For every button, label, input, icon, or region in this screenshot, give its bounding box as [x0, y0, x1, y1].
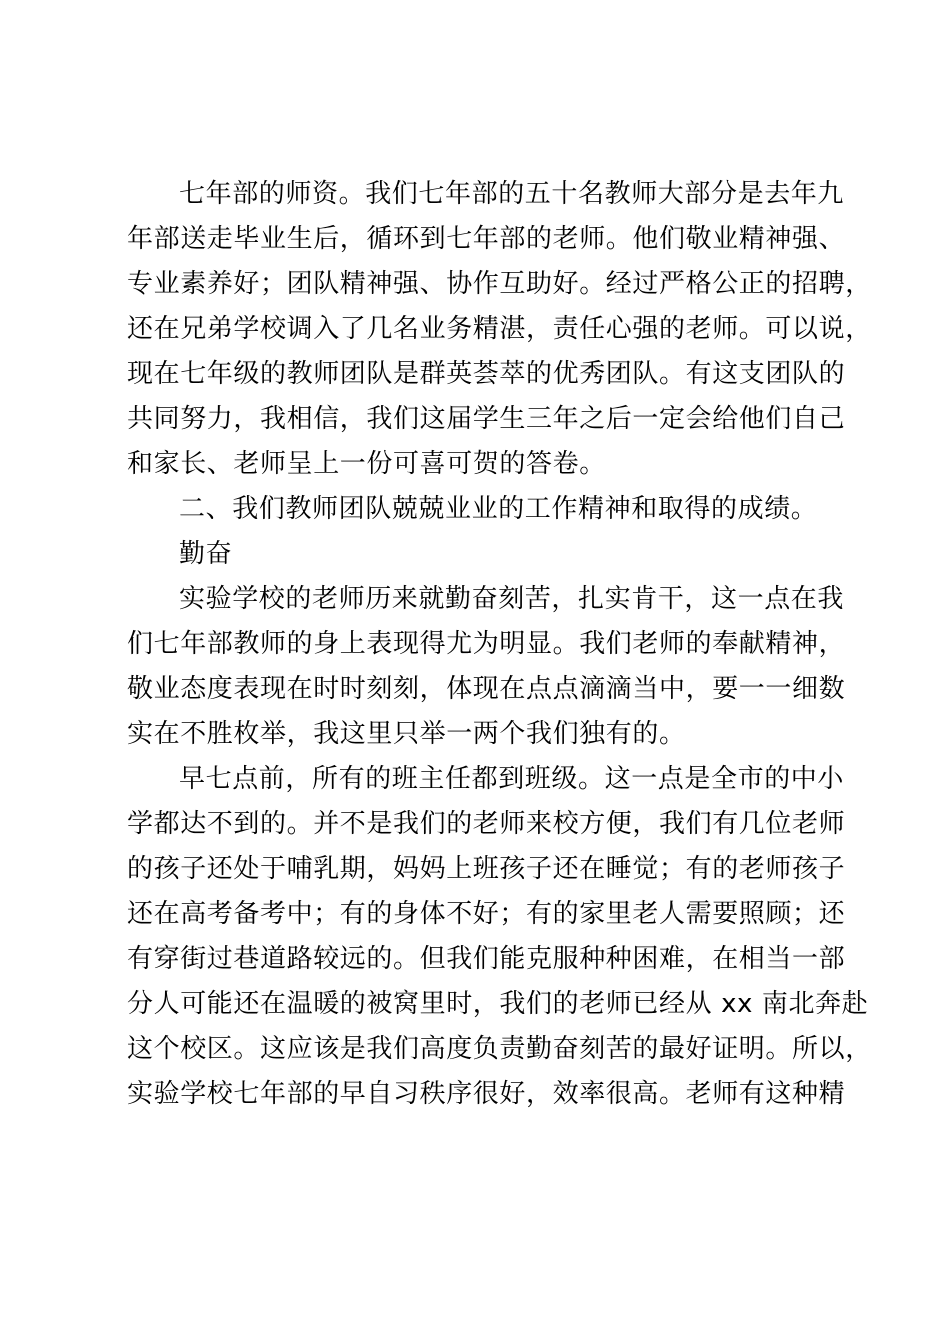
paragraph-line: 和家长、老师呈上一份可喜可贺的答卷。: [127, 449, 606, 479]
paragraph-line: 早七点前，所有的班主任都到班级。这一点是全市的中小: [179, 764, 845, 794]
paragraph-line: 还在兄弟学校调入了几名业务精湛，责任心强的老师。可以说，: [127, 314, 872, 344]
paragraph-line: 的孩子还处于哺乳期，妈妈上班孩子还在睡觉；有的老师孩子: [127, 854, 846, 884]
paragraph-line: 现在七年级的教师团队是群英荟萃的优秀团队。有这支团队的: [127, 359, 846, 389]
section-heading: 二、我们教师团队兢兢业业的工作精神和取得的成绩。: [179, 494, 818, 524]
paragraph-line: 敬业态度表现在时时刻刻，体现在点点滴滴当中，要一一细数: [127, 674, 846, 704]
paragraph-line: 实验学校的老师历来就勤奋刻苦，扎实肯干，这一点在我: [179, 584, 845, 614]
paragraph-line: 共同努力，我相信，我们这届学生三年之后一定会给他们自己: [127, 404, 846, 434]
paragraph-line: 这个校区。这应该是我们高度负责勤奋刻苦的最好证明。所以，: [127, 1034, 872, 1064]
paragraph-line: 们七年部教师的身上表现得尤为明显。我们老师的奉献精神，: [127, 629, 846, 659]
sub-heading: 勤奋: [179, 539, 233, 569]
paragraph-line: 专业素养好；团队精神强、协作互助好。经过严格公正的招聘，: [127, 269, 872, 299]
paragraph-line: 有穿街过巷道路较远的。但我们能克服种种困难，在相当一部: [127, 944, 846, 974]
paragraph-line: 学都达不到的。并不是我们的老师来校方便，我们有几位老师: [127, 809, 846, 839]
paragraph-line: 实验学校七年部的早自习秩序很好，效率很高。老师有这种精: [127, 1079, 846, 1109]
paragraph-line: 实在不胜枚举，我这里只举一两个我们独有的。: [127, 719, 686, 749]
paragraph-line: 还在高考备考中；有的身体不好；有的家里老人需要照顾；还: [127, 899, 846, 929]
paragraph-line: 年部送走毕业生后，循环到七年部的老师。他们敬业精神强、: [127, 224, 846, 254]
paragraph-line: 分人可能还在温暖的被窝里时，我们的老师已经从 xx 南北奔赴: [127, 989, 869, 1019]
paragraph-line: 七年部的师资。我们七年部的五十名教师大部分是去年九: [179, 179, 845, 209]
